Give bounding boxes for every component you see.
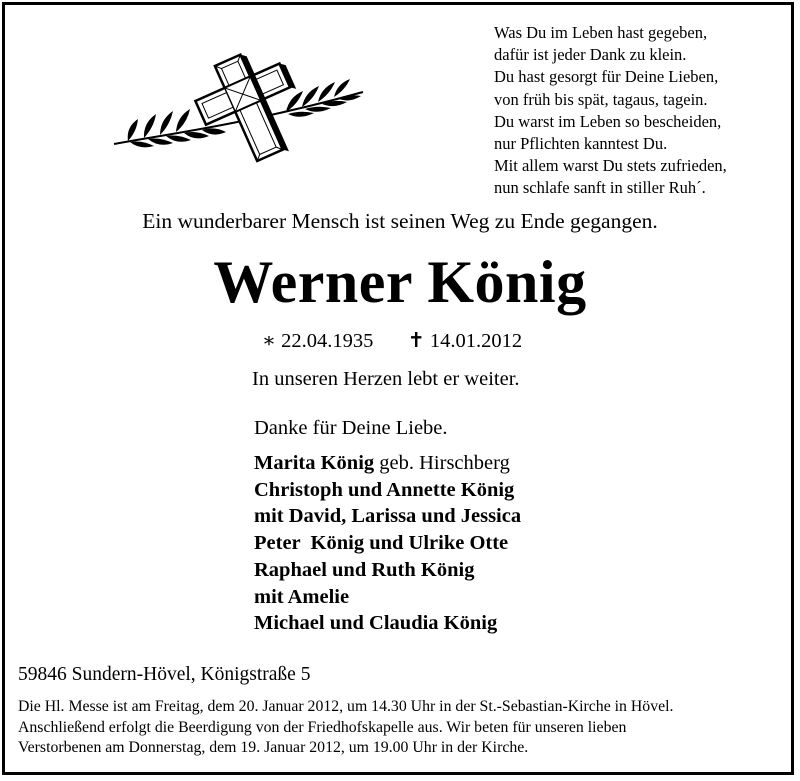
death-cross-icon: ✝ — [407, 330, 425, 352]
address: 59846 Sundern-Hövel, Königstraße 5 — [18, 664, 311, 685]
family-member: mit Amelie — [254, 585, 350, 608]
cross-with-palm-branches-icon — [108, 52, 370, 164]
birth-star-icon: ∗ — [262, 330, 276, 352]
mass-notice-line: Anschließend erfolgt die Beerdigung von der Friedhofskapelle aus. Wir beten für unseren lieben — [18, 718, 627, 736]
poem-line: Du warst im Leben so bescheiden, — [494, 111, 722, 131]
family-member: Raphael und Ruth König — [254, 558, 475, 581]
family-member: mit David, Larissa und Jessica — [254, 505, 522, 528]
mass-notice — [18, 697, 673, 759]
death-date: 14.01.2012 — [429, 330, 523, 352]
family-member: Christoph und Annette König — [254, 478, 515, 501]
life-dates — [262, 328, 522, 353]
family-member: Michael und Claudia König — [254, 612, 498, 635]
mass-notice-line: Die Hl. Messe ist am Freitag, dem 20. Januar 2012, um 14.30 Uhr in der St.-Sebastian-Kirche in Hövel. — [18, 698, 674, 715]
birth-date: 22.04.1935 — [281, 330, 374, 352]
intro-line: Ein wunderbarer Mensch ist seinen Weg zu Ende gegangen. — [142, 209, 658, 233]
family-member — [254, 450, 521, 477]
poem — [494, 22, 727, 200]
poem-line: nun schlafe sanft in stiller Ruh´. — [494, 178, 706, 198]
family-member-name: Marita König — [254, 452, 375, 474]
maiden-name: geb. Hirschberg — [374, 452, 510, 474]
poem-line: Du hast gesorgt für Deine Lieben, — [494, 67, 719, 87]
family-member: Peter König und Ulrike Otte — [254, 532, 509, 555]
mass-notice-line: Verstorbenen am Donnerstag, dem 19. Januar 2012, um 19.00 Uhr in der Kirche. — [18, 739, 529, 756]
poem-line: Was Du im Leben hast gegeben, — [494, 23, 708, 42]
poem-line: dafür ist jeder Dank zu klein. — [494, 45, 687, 65]
deceased-name: Werner König — [213, 249, 587, 315]
poem-line: nur Pflichten kanntest Du. — [494, 134, 668, 154]
family-list — [254, 450, 521, 637]
poem-line: Mit allem warst Du stets zufrieden, — [494, 156, 727, 176]
poem-line: von früh bis spät, tagaus, tagein. — [494, 89, 708, 109]
memory-line: In unseren Herzen lebt er weiter. — [252, 368, 520, 390]
thanks-line: Danke für Deine Liebe. — [254, 417, 448, 439]
